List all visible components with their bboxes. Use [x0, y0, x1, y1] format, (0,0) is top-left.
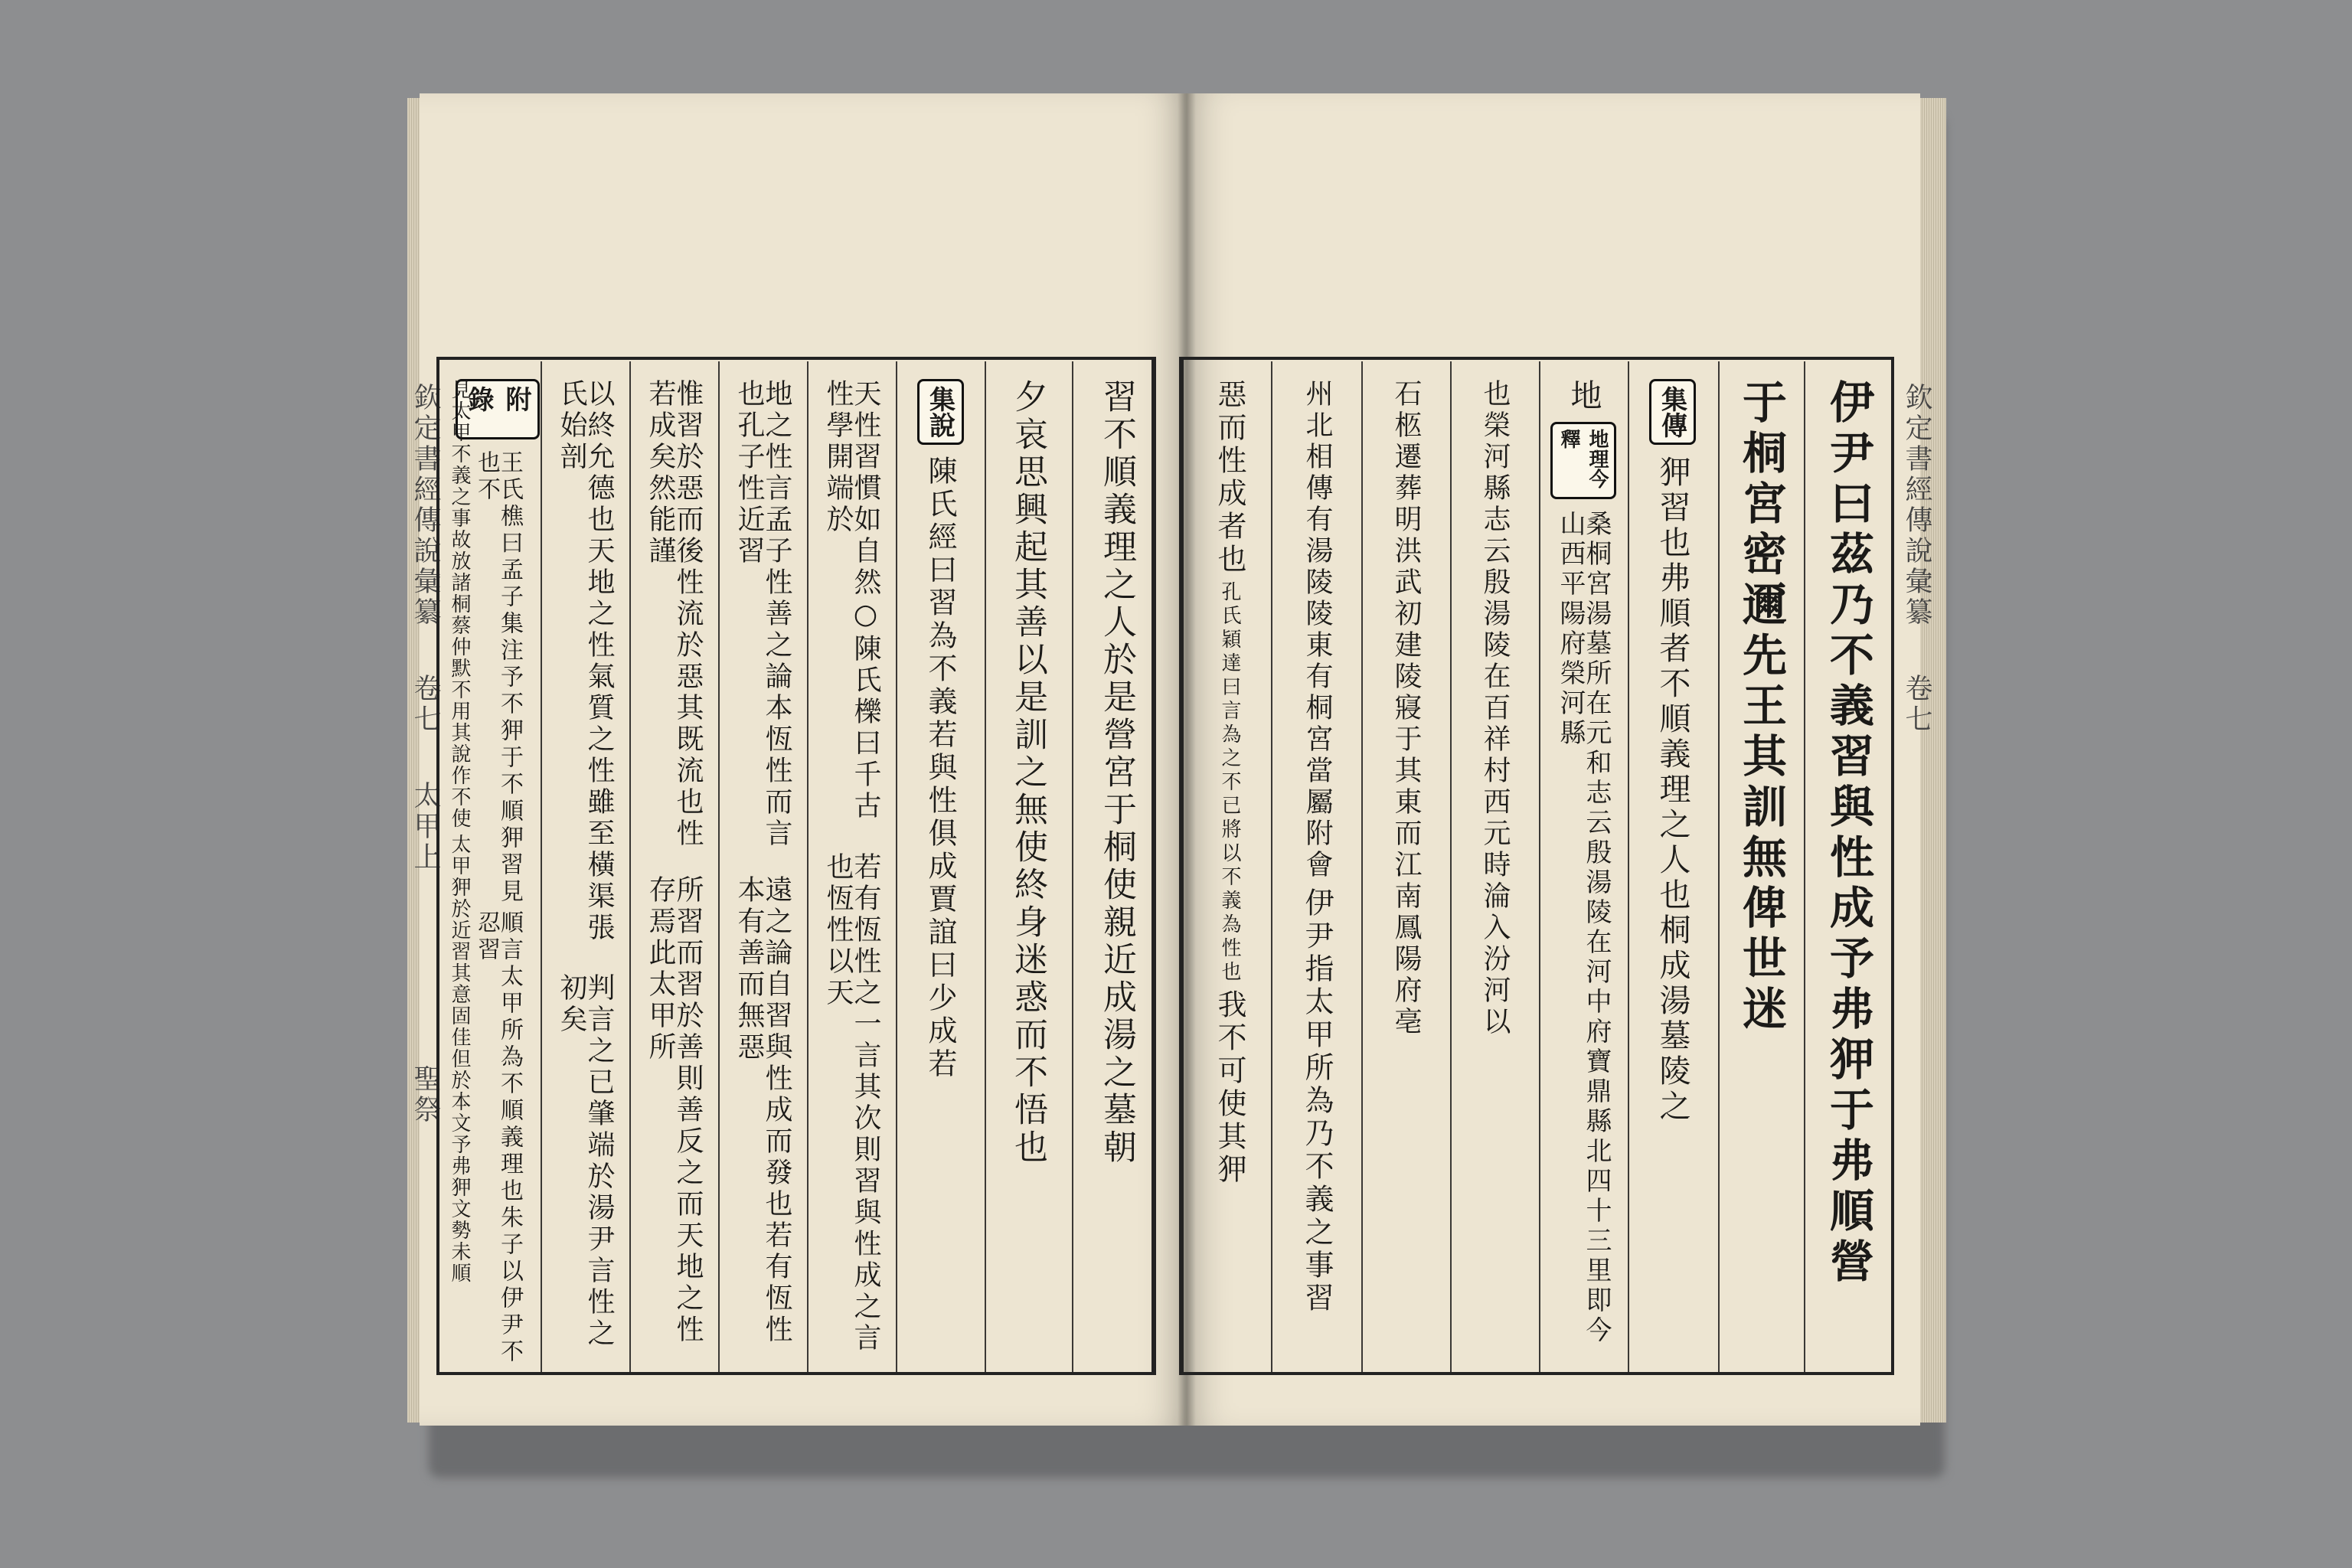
commentary-column — [1367, 379, 1444, 1367]
commentary-column — [1456, 379, 1533, 1367]
commentary-column — [989, 379, 1066, 1367]
column-rule — [718, 361, 720, 1372]
commentary-text: 若有恆性之一言其次則習與性成之言也恆性以天 — [822, 851, 881, 1354]
column-rule — [896, 361, 897, 1372]
fulu-tag: 附錄 — [456, 379, 540, 439]
commentary-text: 桑桐宮湯墓所在元和志云殷湯陵在河中府寶鼎縣北四十三里即今山西平陽府榮河縣 — [1555, 509, 1612, 1346]
commentary-text: 狎習也弗順者不順義理之人也桐成湯墓陵之 — [1654, 456, 1691, 1125]
commentary-column — [444, 379, 475, 1367]
left-margin-mark: 聖祭 — [410, 1064, 441, 1125]
column-rule — [1539, 361, 1540, 1372]
commentary-text: 地 — [1565, 379, 1602, 414]
commentary-column — [547, 379, 623, 1367]
commentary-text: 習不順義理之人於是營宮于桐使親近成湯之墓朝 — [1097, 379, 1136, 1167]
commentary-text: 遠之論自習與性成而發也若有恆性本有善而無惡 — [733, 875, 792, 1346]
main-text: 伊尹曰茲乃不義習與性成予弗狎于弗順營 — [1822, 379, 1874, 1289]
commentary-text: 孔氏穎達曰言為之不已將以不義為性也 — [1218, 581, 1241, 985]
commentary-text: 陳氏經曰習為不義若與性俱成賈誼曰少成若 — [923, 456, 957, 1081]
jizhuan-tag: 集傳 — [1649, 379, 1696, 445]
commentary-text: 惟習於惡而後性流於惡其既流也性若成矣然能謹 — [645, 379, 704, 850]
column-rule — [629, 361, 631, 1372]
column-rule — [1804, 361, 1805, 1372]
commentary-text: 州北相傳有湯陵陵東有桐宮當屬附會 — [1302, 379, 1333, 881]
column-rule — [1361, 361, 1363, 1372]
commentary-column — [1279, 379, 1355, 1367]
right-page-edges — [1920, 98, 1946, 1423]
jishuo-tag: 集說 — [917, 379, 964, 445]
commentary-column — [902, 379, 978, 1367]
commentary-column — [635, 379, 712, 1367]
column-rule — [1718, 361, 1720, 1372]
column-rule — [1271, 361, 1272, 1372]
column-rule — [1628, 361, 1629, 1372]
commentary-text: 以終允德也天地之性氣質之性雖至橫渠張氏始剖 — [556, 379, 615, 944]
column-rule — [985, 361, 986, 1372]
right-margin-title: 欽定書經傳說彙纂 — [1901, 383, 1932, 628]
right-margin-volume: 卷七 — [1901, 674, 1932, 735]
column-rule — [541, 361, 542, 1372]
dili-jinshi-tag: 地理今釋 — [1550, 422, 1616, 499]
commentary-text: 王氏樵曰孟子集注予不狎于不順狎習見也不 — [473, 449, 523, 906]
commentary-text: 石柩遷葬明洪武初建陵寢于其東而江南鳳陽府亳 — [1390, 379, 1422, 1038]
left-margin-title: 欽定書經傳說彙纂 — [410, 383, 441, 628]
left-margin-chapter: 太甲上 — [410, 781, 441, 873]
commentary-text: 地之性言孟子性善之論本恆性而言也孔子性近習 — [733, 379, 792, 850]
main-text: 于桐宮密邇先王其訓無俾世迷 — [1735, 379, 1787, 1036]
left-margin-volume: 卷七 — [410, 674, 441, 735]
main-text-column-1 — [1810, 379, 1886, 1367]
column-rule — [807, 361, 808, 1372]
commentary-text: 太甲狎於近習其意固佳但於本文予弗狎文勢未順 — [448, 834, 471, 1284]
commentary-text: 也榮河縣志云殷湯陵在百祥村西元時淪入汾河以 — [1479, 379, 1511, 1038]
commentary-text: 順言太甲所為不順義理也朱子以伊尹不忍習 — [473, 910, 523, 1367]
commentary-text: 判言之已肇端於湯尹言性之初矣 — [556, 973, 615, 1351]
column-rule — [1450, 361, 1452, 1372]
commentary-column — [1634, 379, 1710, 1367]
commentary-text: 伊尹指太甲所為乃不義之事習 — [1300, 887, 1334, 1315]
column-rule — [1072, 361, 1073, 1372]
commentary-column — [1545, 379, 1622, 1367]
main-text-column-2 — [1723, 379, 1799, 1367]
commentary-text: 所習而習於善則善反之而天地之性存焉此太甲所 — [645, 875, 704, 1346]
commentary-column — [1191, 379, 1268, 1367]
commentary-text: 夕哀思興起其善以是訓之無使終身迷惑而不悟也 — [1008, 379, 1047, 1167]
commentary-text: 我不可使其狎 — [1213, 989, 1246, 1187]
commentary-column — [813, 379, 890, 1367]
commentary-column — [724, 379, 801, 1367]
commentary-text: 天性習慣如自然○陳氏櫟曰千古性學開端於 — [822, 379, 881, 822]
commentary-column — [1078, 379, 1155, 1367]
commentary-text: 見太甲不義之事故放諸桐蔡仲默不用其說作不使 — [448, 379, 471, 829]
commentary-text: 惡而性成者也 — [1213, 379, 1246, 577]
